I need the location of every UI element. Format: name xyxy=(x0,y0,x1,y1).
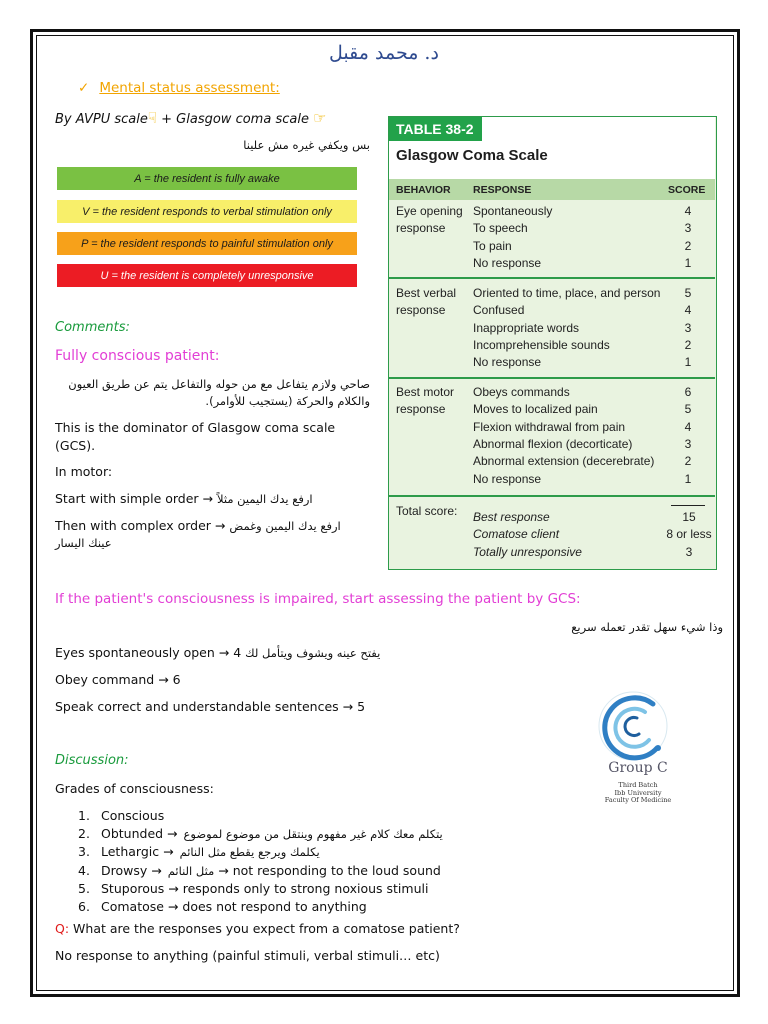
in-motor-text: In motor: xyxy=(55,464,113,479)
avpu-line xyxy=(55,109,327,127)
logo-arc-blue xyxy=(605,698,657,758)
gcs-response: Flexion withdrawal from pain xyxy=(473,419,626,434)
gcs-col-behavior: BEHAVIOR xyxy=(396,184,451,196)
logo-title: Group C xyxy=(608,760,668,776)
gcs-score: 3 xyxy=(684,320,692,335)
grade-number: 6. xyxy=(78,898,90,914)
gcs-behavior-label: response xyxy=(396,221,446,236)
gcs-score: 1 xyxy=(684,355,692,370)
grade-item xyxy=(78,862,443,881)
gcs-divider xyxy=(389,377,715,379)
gcs-response: Confused xyxy=(473,303,525,318)
grade-number: 1. xyxy=(78,808,90,823)
simple-order-text xyxy=(55,491,313,506)
gcs-behavior-label: response xyxy=(396,402,446,417)
gcs-total-response: Best response xyxy=(473,510,550,524)
gcs-score: 4 xyxy=(684,303,692,318)
eyes-open-ar: يفتح عينه ويشوف ويتأمل لك xyxy=(245,646,381,660)
gcs-response: To speech xyxy=(473,221,528,236)
gcs-total-score: 15 xyxy=(682,510,696,524)
gcs-response: Obeys commands xyxy=(473,385,570,399)
gcs-total-response: Comatose client xyxy=(473,527,560,542)
gcs-response: Oriented to time, place, and person xyxy=(473,286,661,300)
speak-text: Speak correct and understandable sentences → 5 xyxy=(55,699,366,714)
gcs-score: 5 xyxy=(684,402,692,417)
gcs-behavior-label: Eye opening xyxy=(396,204,463,218)
comments-label: Comments: xyxy=(55,320,130,335)
gcs-response: No response xyxy=(473,355,542,370)
fully-conscious-heading: Fully conscious patient: xyxy=(55,348,220,364)
gcs-score: 3 xyxy=(684,436,692,451)
grade-item xyxy=(78,843,443,862)
gcs-total-rule xyxy=(671,505,705,506)
grade-item xyxy=(78,807,443,825)
avpu-bar-a: A = the resident is fully awake xyxy=(57,167,357,190)
gcs-score: 4 xyxy=(684,419,692,434)
eyes-open-text xyxy=(55,645,380,660)
gcs-response: Abnormal extension (decerebrate) xyxy=(473,454,655,469)
gcs-total-response: Totally unresponsive xyxy=(473,544,582,559)
gcs-table xyxy=(388,116,717,570)
logo-subtitle xyxy=(573,782,703,805)
gcs-table-tag: TABLE 38-2 xyxy=(389,117,482,141)
logo-sub-line: Ibb University xyxy=(614,788,662,797)
question-text: What are the responses you expect from a comatose patient? xyxy=(73,921,460,936)
discussion-label: Discussion: xyxy=(55,753,129,768)
logo-arc-inner xyxy=(625,717,639,735)
gcs-col-score: SCORE xyxy=(668,184,706,196)
gcs-score: 2 xyxy=(684,238,692,253)
grade-item xyxy=(78,880,443,898)
grade-item xyxy=(78,825,443,844)
gcs-behavior-label: response xyxy=(396,303,446,318)
grade-number: 4. xyxy=(78,862,90,878)
pointing-down-hand-icon: ☟ xyxy=(147,109,158,127)
logo-sub-line: Faculty Of Medicine xyxy=(604,796,672,804)
complex-order-text xyxy=(55,518,341,533)
grade-arabic: يكلمك ويرجع يقطع مثل النائم xyxy=(179,845,320,859)
grade-name: Lethargic → xyxy=(101,844,174,859)
obey-command-text: Obey command → 6 xyxy=(55,672,181,687)
gcs-score: 4 xyxy=(684,204,692,218)
pointing-hand-icon: ☞ xyxy=(313,109,327,127)
question-marker: Q: xyxy=(55,921,70,936)
avpu-lead: By AVPU scale xyxy=(55,112,148,127)
logo-dot xyxy=(655,745,661,751)
grade-item xyxy=(78,898,443,916)
gcs-response: Abnormal flexion (decorticate) xyxy=(473,436,633,451)
gcs-response: Moves to localized pain xyxy=(473,402,598,417)
grade-arabic: مثل النائم xyxy=(167,863,215,878)
grade-rest: → not responding to the loud sound xyxy=(218,862,441,878)
gcs-response: Incomprehensible sounds xyxy=(473,337,610,352)
avpu-plus: + Glasgow coma scale xyxy=(161,112,309,127)
complex-order-ar: ارفع يدك اليمين وغمض xyxy=(229,519,341,533)
avpu-bar-p: P = the resident responds to painful stimulation only xyxy=(57,232,357,255)
simple-order-en: Start with simple order → xyxy=(55,491,214,506)
complex-order-en: Then with complex order → xyxy=(55,518,226,533)
arabic-fully-conscious: صاحي ولازم يتفاعل مع من حوله والتفاعل يتم عن طريق العيون والكلام والحركة (يستجيب للأوامر). xyxy=(68,377,370,408)
gcs-behavior-label: Best motor xyxy=(396,385,455,399)
author-title: د. محمد مقبل xyxy=(329,42,439,64)
gcs-total-label: Total score: xyxy=(396,504,458,518)
complex-order-ar-2: عينك اليسار xyxy=(55,536,112,550)
gcs-divider xyxy=(389,277,715,279)
gcs-total-score: 8 or less xyxy=(666,527,712,542)
gcs-table-title: Glasgow Coma Scale xyxy=(396,147,548,164)
impaired-heading: If the patient's consciousness is impaired, start assessing the patient by GCS: xyxy=(55,591,581,607)
eyes-open-en: Eyes spontaneously open → 4 xyxy=(55,645,242,660)
grade-name: Stuporous → responds only to strong noxious stimuli xyxy=(101,881,429,896)
grade-number: 5. xyxy=(78,881,90,896)
grades-list xyxy=(78,807,443,915)
gcs-response: Spontaneously xyxy=(473,204,553,218)
grade-name: Drowsy → xyxy=(101,862,162,878)
grade-name: Conscious xyxy=(101,808,165,823)
gcs-response: Inappropriate words xyxy=(473,320,580,335)
arabic-note: بس ويكفي غيره مش علينا xyxy=(243,138,370,152)
gcs-score: 5 xyxy=(684,286,692,300)
gcs-score: 6 xyxy=(684,385,692,399)
avpu-bar-u: U = the resident is completely unresponsive xyxy=(57,264,357,287)
logo-arc-light xyxy=(615,709,649,747)
arabic-easy-note: وذا شيء سهل تقدر تعمله سريع xyxy=(571,620,723,634)
logo-sub-line: Third Batch xyxy=(618,781,658,789)
gcs-score: 1 xyxy=(684,255,692,270)
grade-name: Comatose → does not respond to anything xyxy=(101,898,367,914)
answer-text: No response to anything (painful stimuli, verbal stimuli… etc) xyxy=(55,948,440,963)
gcs-response: No response xyxy=(473,471,542,486)
section-heading xyxy=(78,80,280,96)
gcs-column-headers xyxy=(389,179,715,200)
gcs-behavior-label: Best verbal xyxy=(396,286,457,300)
grades-title: Grades of consciousness: xyxy=(55,781,214,796)
gcs-col-response: RESPONSE xyxy=(473,184,532,196)
gcs-response: To pain xyxy=(473,238,512,253)
gcs-response: No response xyxy=(473,255,542,270)
gcs-score: 2 xyxy=(684,337,692,352)
simple-order-ar: ارفع يدك اليمين مثلاً xyxy=(217,492,313,506)
gcs-score: 3 xyxy=(684,221,692,236)
gcs-score: 2 xyxy=(684,454,692,469)
grade-name: Obtunded → xyxy=(101,825,178,841)
dominator-text: This is the dominator of Glasgow coma scale (GCS). xyxy=(55,420,336,453)
gcs-total-score: 3 xyxy=(685,544,693,559)
section-title: Mental status assessment: xyxy=(99,80,280,96)
gcs-divider xyxy=(389,495,715,497)
question-line xyxy=(55,921,460,936)
grade-number: 2. xyxy=(78,825,90,841)
grade-number: 3. xyxy=(78,844,90,859)
checkmark-icon: ✓ xyxy=(78,80,90,96)
avpu-bar-v: V = the resident responds to verbal stimulation only xyxy=(57,200,357,223)
gcs-score: 1 xyxy=(684,471,692,486)
grade-arabic: يتكلم معك كلام غير مفهوم وينتقل من موضوع لموضوع xyxy=(183,826,443,841)
